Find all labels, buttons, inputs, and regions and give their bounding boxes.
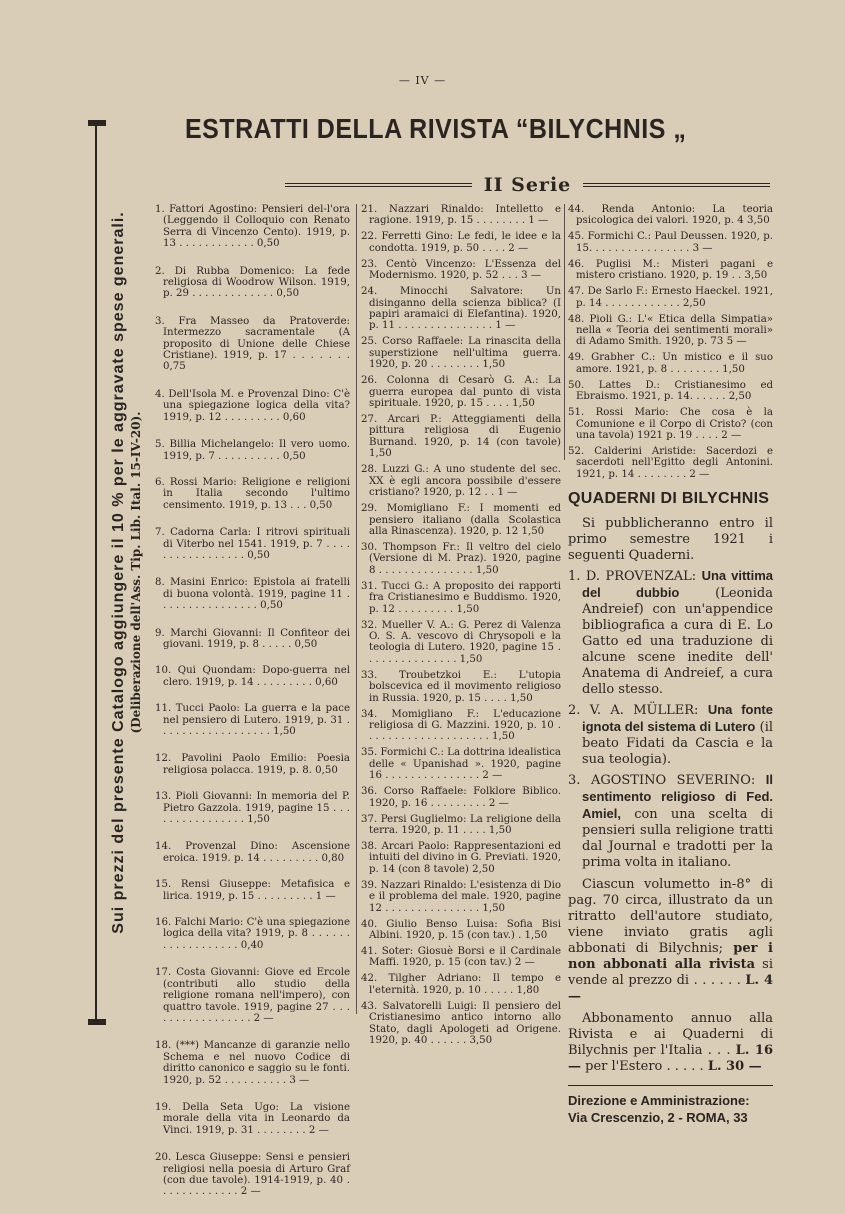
side-note-line1: Sui prezzi del presente Catalogo aggiungere il 10 % per le aggravate spese generali.: [110, 211, 127, 934]
quaderni-item-rest: con una scelta di pensieri sulla religione tratti dal Journal e tradotti per la prima volta in italiano.: [582, 807, 773, 870]
quaderni-price-text: [568, 877, 773, 1005]
list-item: 37. Persi Guglielmo: La religione della terra. 1920, p. 11 . . . . 1,50: [361, 813, 561, 836]
subscription-italy-price: L. 16 —: [568, 1043, 773, 1074]
list-item: 18. (***) Mancanze di garanzie nello Schema e nel nuovo Codice di diritto canonico e saggio su le fonti. 1920, p. 52 . . . . . . . . . . 3 —: [155, 1040, 350, 1086]
list-item: 4. Dell'Isola M. e Provenzal Dino: C'è una spiegazione logica della vita? 1919, p. 12 . . . . . . . . . 0,60: [155, 388, 350, 423]
divider: [583, 183, 770, 187]
list-item: 24. Minocchi Salvatore: Un disinganno della scienza biblica? (I papiri aramaici di Elefantina). 1920, p. 11 . . . . . . . . . . . . . . . 1 —: [361, 286, 561, 332]
list-item: 29. Momigliano F.: I momenti ed pensiero italiano (dalla Scolastica alla Rinascenza). 1920, p. 12 1,50: [361, 503, 561, 537]
list-item: 44. Renda Antonio: La teoria psicologica dei valori. 1920, p. 4 3,50: [568, 204, 773, 227]
list-item: 40. Giulio Benso Luisa: Sofia Bisi Albini. 1920, p. 15 (con tav.) . 1,50: [361, 918, 561, 942]
quaderni-item: [568, 568, 773, 698]
list-item: 8. Masini Enrico: Epistola ai fratelli di buona volontà. 1919, pagine 11 . . . . . . . . . . . . . . . . 0,50: [155, 577, 350, 612]
price-text-end: si vende al prezzo di . . . . . .: [568, 957, 773, 988]
list-item: 10. Qui Quondam: Dopo-guerra nel clero. 1919, p. 14 . . . . . . . . . 0,60: [155, 665, 350, 688]
list-item: 49. Grabher C.: Un mistico e il suo amore. 1921, p. 8 . . . . . . . . 1,50: [568, 352, 773, 375]
price-text-bold: per i non abbonati alla rivista: [568, 941, 773, 972]
subscription-abroad-price: L. 30 —: [707, 1059, 762, 1074]
quaderni-item-author: D. PROVENZAL:: [585, 569, 697, 584]
side-note-line2: (Deliberazione dell'Ass. Tip. Lib. Ital. 15-IV-20).: [129, 411, 143, 734]
list-item: 16. Falchi Mario: C'è una spiegazione logica della vita? 1919, p. 8 . . . . . . . . . . . . . . . . . . 0,40: [155, 917, 350, 951]
list-item: 48. Pioli G.: L'« Etica della Simpatia» nella « Teoria dei sentimenti morali» di Adamo Smith. 1920, p. 73 5 —: [568, 313, 773, 348]
quaderni-item-number: 1.: [568, 569, 581, 584]
list-item: 25. Corso Raffaele: La rinascita della superstizione nell'ultima guerra. 1920, p. 20 . . . . . . . . 1,50: [361, 336, 561, 371]
list-item: 13. Pioli Giovanni: In memoria del P. Pietro Gazzola. 1919, pagine 15 . . . . . . . . . . . . . . . . 1,50: [155, 791, 350, 826]
list-item: 6. Rossi Mario: Religione e religioni in Italia secondo l'ultimo censimento. 1919, p. 13 . . . 0,50: [155, 476, 350, 511]
list-item: 39. Nazzari Rinaldo: L'esistenza di Dio e il problema del male. 1920, pagine 12 . . . . . . . . . . . . . . . 1,50: [361, 879, 561, 914]
list-item: 19. Della Seta Ugo: La visione morale della vita in Leonardo da Vinci. 1919, p. 31 . . . . . . . . 2 —: [155, 1101, 350, 1136]
list-item: 12. Pavolini Paolo Emilio: Poesia religiosa polacca. 1919, p. 8. 0,50: [155, 753, 350, 776]
price-text: Ciascun volumetto in-8° di pag. 70 circa, illustrato da un ritratto dell'autore studiato, viene inviato gratis agli abbonati di Bilychnis;: [568, 877, 773, 956]
list-item: 50. Lattes D.: Cristianesimo ed Ebraismo. 1921, p. 14. . . . . . 2,50: [568, 379, 773, 403]
footer-line2: Via Crescenzio, 2 - ROMA, 33: [568, 1110, 748, 1125]
quaderni-item: [568, 702, 773, 768]
list-item: 38. Arcari Paolo: Rappresentazioni ed intuiti del divino in G. Previati. 1920, p. 14 (con 8 tavole) 2,50: [361, 841, 561, 875]
column-1: [155, 204, 350, 1214]
quaderni-item-rest: (il beato Fidati da Cascia e la sua teologia).: [582, 720, 774, 767]
list-item: 43. Salvatorelli Luigi: Il pensiero del Cristianesimo antico intorno allo Stato, dagli Apologeti ad Origene. 1920, p. 40 . . . . . . 3,50: [361, 1000, 561, 1047]
list-item: 52. Calderini Aristide: Sacerdozi e sacerdoti nell'Egitto degli Antonini. 1921, p. 14 . . . . . . . . 2 —: [568, 446, 773, 480]
list-item: 15. Rensi Giuseppe: Metafisica e lirica. 1919, p. 15 . . . . . . . . . 1 —: [155, 879, 350, 902]
list-item: 3. Fra Masseo da Pratoverde: Intermezzo sacramentale (A proposito di Unione delle Chiese Cristiane). 1919, p. 17 . . . . . . . 0,75: [155, 315, 350, 373]
list-item: 47. De Sarlo F.: Ernesto Haeckel. 1921, p. 14 . . . . . . . . . . . . 2,50: [568, 286, 773, 309]
list-item: 5. Billia Michelangelo: Il vero uomo. 1919, p. 7 . . . . . . . . . . 0,50: [155, 439, 350, 462]
quaderni-item-number: 3.: [568, 773, 581, 788]
divider: [285, 183, 472, 187]
serie-heading: [285, 173, 770, 197]
list-item: 35. Formichi C.: La dottrina idealistica delle « Upanishad ». 1920, pagine 16 . . . . . . . . . . . . . . . 2 —: [361, 747, 561, 782]
column-divider: [564, 204, 565, 460]
quaderni-item-rest: (Leonida Andreief) con un'appendice bibliografica a cura di E. Lo Gatto ed una traduzione di alcune scene inedite dell' Anatema di Andreief, a cura dello stesso.: [582, 586, 773, 697]
page-title: ESTRATTI DELLA RIVISTA “BILYCHNIS „: [185, 113, 687, 145]
list-item: 33. Troubetzkoi E.: L'utopia bolscevica ed il movimento religioso in Russia. 1920, p. 15 . . . . 1,50: [361, 669, 561, 704]
quaderni-item-author: AGOSTINO SEVERINO:: [590, 773, 756, 788]
quaderni-item-work: Una vittima del dubbio: [582, 568, 774, 600]
list-item: 26. Colonna di Cesarò G. A.: La guerra europea dal punto di vista spirituale. 1920, p. 15 . . . . 1,50: [361, 375, 561, 410]
price-value: L. 4 —: [568, 973, 773, 1004]
footer-line1: Direzione e Amministrazione:: [568, 1093, 750, 1108]
list-item: 9. Marchi Giovanni: Il Confiteor dei giovani. 1919, p. 8 . . . . . 0,50: [155, 627, 350, 650]
quaderni-title: QUADERNI DI BILYCHNIS: [568, 490, 770, 507]
quaderni-item-work: Il sentimento religioso di Fed. Amiel,: [582, 772, 774, 821]
quaderni-item-author: V. A. MÜLLER:: [589, 703, 699, 718]
list-item: 1. Fattori Agostino: Pensieri del-l'ora (Leggendo il Colloquio con Renato Serra di Vincenzo Cento). 1919, p. 13 . . . . . . . . . . . . 0,50: [155, 204, 350, 250]
list-item: 2. Di Rubba Domenico: La fede religiosa di Woodrow Wilson. 1919, p. 29 . . . . . . . . . . . . . 0,50: [155, 265, 350, 300]
quaderni-item-number: 2.: [568, 703, 581, 718]
list-item: 30. Thompson Fr.: Il veltro del cielo (Versione di M. Praz). 1920, pagine 8 . . . . . . . . . . . . . . . 1,50: [361, 541, 561, 576]
quaderni-intro: Si pubblicheranno entro il primo semestre 1921 i seguenti Quaderni.: [568, 516, 773, 563]
list-item: 31. Tucci G.: A proposito dei rapporti fra Cristianesimo e Buddismo. 1920, p. 12 . . . . . . . . . 1,50: [361, 580, 561, 615]
list-item: 11. Tucci Paolo: La guerra e la pace nel pensiero di Lutero. 1919, p. 31 . . . . . . . . . . . . . . . . . . 1,50: [155, 703, 350, 737]
subscription-abroad-label: per l'Estero . . . . .: [585, 1059, 704, 1074]
list-item: 21. Nazzari Rinaldo: Intelletto e ragione. 1919, p. 15 . . . . . . . . 1 —: [361, 204, 561, 227]
list-item: 42. Tilgher Adriano: Il tempo e l'eternità. 1920, p. 10 . . . . . 1,80: [361, 973, 561, 996]
subscription-text: Abbonamento annuo alla Rivista e ai Quaderni di Bilychnis per l'Italia . . .: [568, 1011, 773, 1058]
list-item: 28. Luzzi G.: A uno studente del sec. XX è egli ancora possibile d'essere cristiano? 1920, p. 12 . . 1 —: [361, 464, 561, 499]
quaderni-subscription-text: [568, 1011, 773, 1075]
list-item: 27. Arcari P.: Atteggiamenti della pittura religiosa di Eugenio Burnand. 1920, p. 14 (con tavole) 1,50: [361, 414, 561, 460]
list-item: 7. Cadorna Carla: I ritrovi spirituali di Viterbo nel 1541. 1919, p. 7 . . . . . . . . . . . . . . . . . 0,50: [155, 527, 350, 561]
side-note-text: [80, 120, 143, 1025]
list-item: 17. Costa Giovanni: Giove ed Ercole (contributi allo studio della religione romana nell'impero), con quattro tavole. 1919, pagine 27 . . . . . . . . . . . . . . . . . 2 —: [155, 967, 350, 1024]
list-item: 22. Ferretti Gino: Le fedi, le idee e la condotta. 1919, p. 50 . . . . 2 —: [361, 231, 561, 254]
list-item: 14. Provenzal Dino: Ascensione eroica. 1919. p. 14 . . . . . . . . . 0,80: [155, 841, 350, 864]
column-2: [361, 204, 561, 1051]
quaderni-item-work: Una fonte ignota del sistema di Lutero: [582, 702, 773, 734]
list-item: 46. Puglisi M.: Misteri pagani e mistero cristiano. 1920, p. 19 . . 3,50: [568, 258, 773, 282]
list-item: 23. Centò Vincenzo: L'Essenza del Modernismo. 1920, p. 52 . . . 3 —: [361, 258, 561, 282]
page-number: — IV —: [398, 74, 447, 87]
serie-title: II Serie: [483, 174, 572, 196]
column-divider: [356, 204, 357, 1014]
list-item: 32. Mueller V. A.: G. Perez di Valenza O. S. A. vescovo di Chrysopoli e la teologia di Lutero. 1920, pagine 15 . . . . . . . . . . . . . . . 1,50: [361, 619, 561, 665]
side-note: [80, 120, 143, 1025]
list-item: 45. Formichi C.: Paul Deussen. 1920, p. 15. . . . . . . . . . . . . . . . 3 —: [568, 231, 773, 254]
list-item: 41. Soter: Giosuè Borsi e il Cardinale Maffi. 1920, p. 15 (con tav.) 2 —: [361, 946, 561, 969]
divider: [568, 1085, 773, 1086]
column-3: [568, 204, 773, 485]
list-item: 51. Rossi Mario: Che cosa è la Comunione e il Corpo di Cristo? (con una tavola) 1921 p. 19 . . . . 2 —: [568, 407, 773, 442]
quaderni-item: [568, 772, 773, 871]
list-item: 20. Lesca Giuseppe: Sensi e pensieri religiosi nella poesia di Arturo Graf (con due tavole). 1914-1919, p. 40 . . . . . . . . . . . . . 2 —: [155, 1152, 350, 1198]
quaderni-section: [568, 490, 773, 1126]
list-item: 34. Momigliano F.: L'educazione religiosa di G. Mazzini. 1920, p. 10 . . . . . . . . . . . . . . . . . . . . 1,50: [361, 708, 561, 743]
list-item: 36. Corso Raffaele: Folklore Biblico. 1920, p. 16 . . . . . . . . . 2 —: [361, 786, 561, 809]
